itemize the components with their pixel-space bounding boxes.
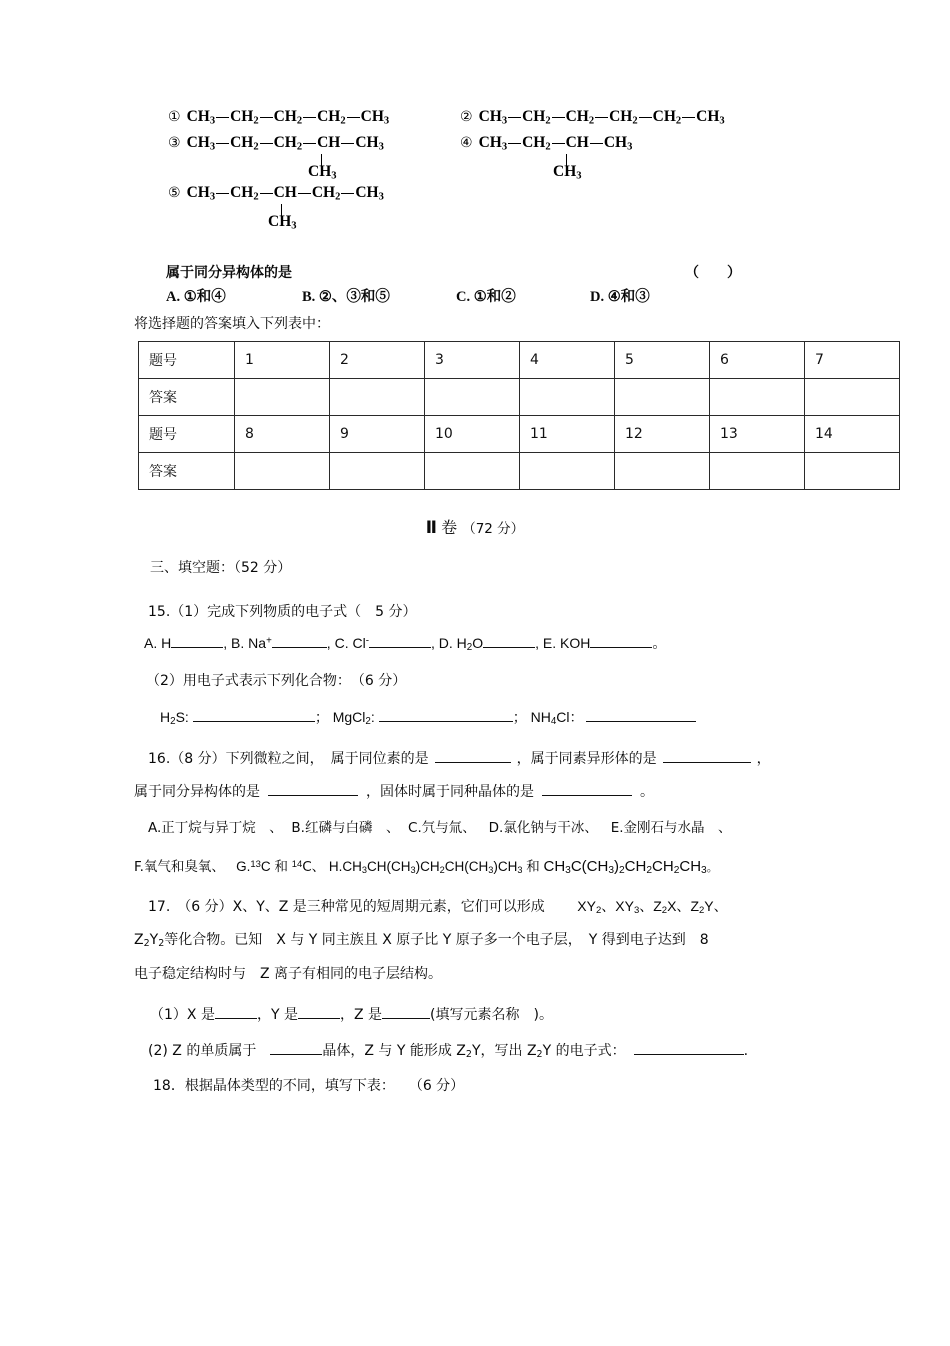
q16-option-e[interactable]: E.金刚石与水晶 、 (610, 820, 732, 836)
table-row (139, 342, 900, 379)
q17-formula-z2y2: $Z_2Y_2$ (134, 932, 165, 950)
q15-p2-item2-tail: : (370, 709, 375, 725)
q15-p2-item1-main: H (160, 709, 171, 725)
answer-fill-table[interactable] (138, 341, 900, 490)
row-header: 答案 (139, 379, 235, 416)
q15-p2-item1-sub: 2 (170, 715, 176, 727)
q15-item-b-key: B. (231, 635, 245, 651)
q17-blank-x[interactable] (215, 1005, 257, 1019)
q15-blank-a[interactable] (171, 634, 223, 648)
isotope-c14: C、 (302, 859, 326, 875)
answer-cell[interactable] (330, 379, 425, 416)
q16-line-2 (134, 781, 654, 801)
isotope-mass-14: 14 (291, 858, 303, 870)
q18-text: 18．根据晶体类型的不同，填写下表： （6 分） (153, 1078, 465, 1094)
section-numeral: Ⅱ (425, 518, 436, 538)
answer-cell[interactable] (425, 379, 520, 416)
table-row (139, 416, 900, 453)
bond-line (298, 193, 311, 194)
answer-cell[interactable] (520, 379, 615, 416)
choice-c-text: ①和② (473, 289, 516, 305)
q16-h-formula-1: $CH_3CH(CH_3)CH_2CH(CH_3)CH_3$ (342, 859, 523, 876)
question-number-cell: 14 (805, 416, 900, 453)
q15-item-d-sub: 2 (466, 641, 473, 653)
question-number-cell: 9 (330, 416, 425, 453)
q17-blank-y[interactable] (298, 1005, 340, 1019)
q17-sub2-c: . (743, 1043, 749, 1059)
q16-h-and: 和 (526, 859, 540, 875)
q16-option-h[interactable] (328, 858, 718, 877)
choice-c-key: C. (456, 289, 471, 305)
q15-p2-sep-2: ； (512, 710, 527, 726)
q16-blank-isotope[interactable] (435, 749, 511, 763)
q16-line-1 (148, 748, 771, 768)
table-intro-text: 将选择题的答案填入下列表中： (134, 316, 330, 332)
q15-p2-blank-3[interactable] (586, 708, 696, 722)
structure-5-chain: $CH_3$ $CH_2$ CH $CH_2$ $CH_3$ (186, 184, 384, 203)
q16-options-line-2 (134, 855, 718, 876)
bond-line (639, 117, 652, 118)
q17-sub2-b: 晶体，Z 与 Y 能形成 $Z_2Y$，写出 $Z_2Y$ 的电子式： (322, 1043, 626, 1061)
q17-formula-z2y: $Z_2Y$、 (690, 898, 728, 917)
q16-blank-allotrope[interactable] (663, 749, 751, 763)
q15-p2-blank-2[interactable] (379, 708, 513, 722)
q16-line1-c: ， (756, 751, 771, 767)
q17-sub1-d: (填写元素名称 )。 (430, 1007, 553, 1023)
bond-line (552, 117, 565, 118)
answer-cell[interactable] (710, 379, 805, 416)
bond-line (341, 193, 354, 194)
q17-line-3: 电子稳定结构时与 Z 离子有相同的电子层结构。 (134, 966, 443, 982)
structure-marker-4: ④ (460, 135, 473, 151)
bond-line (216, 117, 229, 118)
table-row (139, 453, 900, 490)
q16-option-g[interactable] (236, 859, 325, 874)
q17-line-2 (134, 929, 709, 949)
bond-line (303, 143, 316, 144)
question-number-cell: 2 (330, 342, 425, 379)
structure-1-chain: $CH_3$ $CH_2$ $CH_2$ $CH_2$ $CH_3$ (186, 108, 390, 127)
section-three-heading: 三、填空题：（52 分） (150, 560, 292, 576)
answer-cell[interactable] (235, 379, 330, 416)
q16-option-h-key: H. (328, 859, 343, 874)
q17-line2-text: 等化合物。已知 X 与 Y 同主族且 X 原子比 Y 原子多一个电子层， Y 得到电子达到 8 (164, 932, 709, 948)
structure-3-branch: $CH_3$ (308, 163, 337, 182)
question-number-cell: 7 (805, 342, 900, 379)
question-number-cell: 11 (520, 416, 615, 453)
formula-row-1 (168, 108, 828, 134)
q17-sub1-a: （1）X 是 (150, 1007, 215, 1023)
section-juan-label: 卷 (441, 518, 458, 537)
row-header: 题号 (139, 342, 235, 379)
bond-line (341, 143, 354, 144)
bond-line (260, 143, 273, 144)
q16-options-line-1 (148, 816, 732, 836)
answer-cell[interactable] (805, 379, 900, 416)
q15-item-b-charge: + (266, 635, 272, 647)
q17-line-1 (148, 896, 728, 916)
answer-cell[interactable] (520, 453, 615, 490)
q17-line1-text: 17. （6 分）X、Y、Z 是三种常见的短周期元素，它们可以形成 (148, 899, 573, 915)
q15-item-a-key: A. (144, 635, 158, 651)
q16-line2-b: ，固体时属于同种晶体的是 (366, 784, 534, 800)
q15-p2-item2-sub: 2 (365, 715, 371, 727)
q16-blank-crystal[interactable] (542, 782, 632, 796)
row-header: 答案 (139, 453, 235, 490)
q15-item-d-tail: O (472, 635, 484, 651)
q15-item-d-formula: H (456, 635, 467, 651)
q17-formula-xy2: $XY_2$、 (577, 898, 616, 917)
question-number-cell: 8 (235, 416, 330, 453)
q16-option-b[interactable]: B.红磷与白磷 、 (291, 820, 400, 836)
question-number-cell: 4 (520, 342, 615, 379)
structure-marker-5: ⑤ (168, 185, 181, 201)
answer-cell[interactable] (615, 379, 710, 416)
q15-part2-items (160, 707, 696, 727)
q17-blank-z[interactable] (382, 1005, 430, 1019)
q16-blank-isomer[interactable] (268, 782, 358, 796)
q16-h-formula-2: $CH_3C(CH_3)_2CH_2CH_2CH_3$ (543, 858, 707, 877)
q17-blank-crystal-type[interactable] (270, 1041, 322, 1055)
q17-sub-2 (148, 1040, 748, 1060)
structure-marker-1: ① (168, 109, 181, 125)
q16-line2-c: 。 (640, 784, 654, 800)
q15-p2-item3-sub: 4 (550, 715, 557, 727)
q15-item-b-formula: Na (248, 635, 267, 651)
q15-blank-c[interactable] (369, 634, 431, 648)
bond-line (216, 193, 229, 194)
structure-4-chain: $CH_3$ $CH_2$ CH $CH_3$ (478, 134, 633, 153)
formula-row-2 (168, 134, 828, 156)
q17-sub2-a: (2) Z 的单质属于 (148, 1043, 271, 1059)
q16-line1-a: 16.（8 分）下列微粒之间， 属于同位素的是 (148, 751, 429, 767)
q16-option-f[interactable]: F.氧气和臭氧、 (134, 859, 225, 875)
q16-option-d[interactable]: D.氯化钠与干冰、 (488, 820, 598, 836)
bond-line (590, 143, 603, 144)
bond-line (508, 117, 521, 118)
q17-blank-electron-formula[interactable] (634, 1041, 744, 1055)
answer-cell[interactable] (330, 453, 425, 490)
isotope-c13: C (260, 859, 271, 874)
choice-a-text: ①和④ (183, 289, 226, 305)
answer-cell[interactable] (615, 453, 710, 490)
q16-line1-b: ，属于同素异形体的是 (516, 751, 657, 767)
table-row (139, 379, 900, 416)
bond-line (260, 193, 273, 194)
q15-p2-sep-1: ； (314, 710, 329, 726)
choice-d-key: D. (590, 289, 605, 305)
section-score: （72 分） (462, 521, 525, 537)
q15-blank-e[interactable] (590, 634, 652, 648)
structure-marker-3: ③ (168, 135, 181, 151)
q17-formula-z2y-b: $Z_2Y$ (456, 1043, 481, 1061)
choice-d[interactable] (590, 285, 650, 306)
q15-item-d-key: D. (438, 635, 453, 651)
bond-line (347, 117, 360, 118)
answer-bracket: （ ） (685, 265, 741, 281)
q15-blank-d[interactable] (483, 634, 535, 648)
question-number-cell: 6 (710, 342, 805, 379)
choice-b[interactable] (302, 285, 390, 306)
choice-a-key: A. (166, 289, 181, 305)
q17-sub1-b: ，Y 是 (256, 1007, 298, 1023)
q16-option-a[interactable]: A.正丁烷与异丁烷 、 (148, 820, 283, 836)
question-number-cell: 1 (235, 342, 330, 379)
choice-b-key: B. (302, 289, 316, 305)
q17-formula-z2y-c: $Z_2Y$ (526, 1043, 552, 1061)
question-number-cell: 13 (710, 416, 805, 453)
q15-item-e-key: E. (542, 635, 557, 651)
section-two-heading (0, 515, 950, 538)
q15-item-c-charge: - (365, 635, 369, 647)
structure-5 (168, 184, 384, 202)
q17-formula-z2x: $Z_2X$、 (653, 898, 691, 917)
q15-p2-item1-tail: S: (175, 709, 189, 725)
q15-item-e-formula: KOH (560, 635, 591, 651)
q15-p2-item2-main: MgCl (332, 709, 366, 725)
structure-1 (168, 108, 389, 126)
bond-line (216, 143, 229, 144)
q17-sub1-c: ，Z 是 (339, 1007, 383, 1023)
structure-2 (460, 108, 725, 126)
q15-part2-title: （2）用电子式表示下列化合物： （6 分） (146, 673, 407, 689)
answer-cell[interactable] (425, 453, 520, 490)
q16-options-end: 。 (706, 861, 718, 874)
structure-3-chain: $CH_3$ $CH_2$ $CH_2$ CH $CH_3$ (186, 134, 384, 153)
q16-g-and: 和 (274, 859, 288, 875)
structural-formula-block (168, 108, 828, 230)
answer-cell[interactable] (235, 453, 330, 490)
choice-c[interactable] (456, 285, 516, 306)
row-header: 题号 (139, 416, 235, 453)
structure-5-branch: $CH_3$ (268, 213, 297, 232)
q15-item-a-formula: H (161, 635, 172, 651)
q15-part1-items: A. H , B. Na+ , C. Cl- , D. $H_2O$ , E. KOH 。 (144, 635, 667, 653)
structure-3 (168, 134, 384, 152)
bond-line (682, 117, 695, 118)
bond-line (508, 143, 521, 144)
choice-a[interactable] (166, 285, 226, 306)
question-number-cell: 10 (425, 416, 520, 453)
choice-d-text: ④和③ (607, 289, 650, 305)
bond-line (552, 143, 565, 144)
q15-blank-b[interactable] (272, 634, 327, 648)
structure-2-chain: $CH_3$ $CH_2$ $CH_2$ $CH_2$ $CH_2$ $CH_3$ (478, 108, 725, 127)
q15-p2-item3-tail: Cl： (556, 709, 584, 725)
choice-b-text: ②、③和⑤ (318, 289, 390, 305)
structure-marker-2: ② (460, 109, 473, 125)
answer-cell[interactable] (710, 453, 805, 490)
q15-item-c-key: C. (334, 635, 349, 651)
bond-line (303, 117, 316, 118)
q17-formula-xy3: $XY_3$、 (615, 898, 654, 917)
answer-cell[interactable] (805, 453, 900, 490)
formula-row-3 (168, 184, 828, 206)
question-number-cell: 3 (425, 342, 520, 379)
bond-line (260, 117, 273, 118)
question-number-cell: 5 (615, 342, 710, 379)
q16-line2-a: 属于同分异构体的是 (134, 784, 260, 800)
structure-4 (460, 134, 632, 152)
formula-branch-row-5 (168, 206, 828, 230)
isotope-mass-13: 13 (250, 858, 261, 870)
q15-item-c-formula: Cl (352, 635, 366, 651)
structure-4-branch: $CH_3$ (553, 163, 582, 182)
isomer-question-prompt: 属于同分异构体的是 (166, 265, 292, 281)
q15-part1-title: 15.（1）完成下列物质的电子式（ 5 分） (148, 604, 417, 620)
question-number-cell: 12 (615, 416, 710, 453)
q15-p2-item3-main: NH (530, 709, 551, 725)
formula-branch-row-34 (168, 156, 828, 182)
q16-option-g-key: G. (236, 859, 251, 874)
q16-option-c[interactable]: C.氕与氚、 (408, 820, 476, 836)
q15-p2-blank-1[interactable] (193, 708, 315, 722)
bond-line (595, 117, 608, 118)
q15-part1-end: 。 (652, 636, 667, 652)
q17-sub-1 (150, 1004, 553, 1024)
